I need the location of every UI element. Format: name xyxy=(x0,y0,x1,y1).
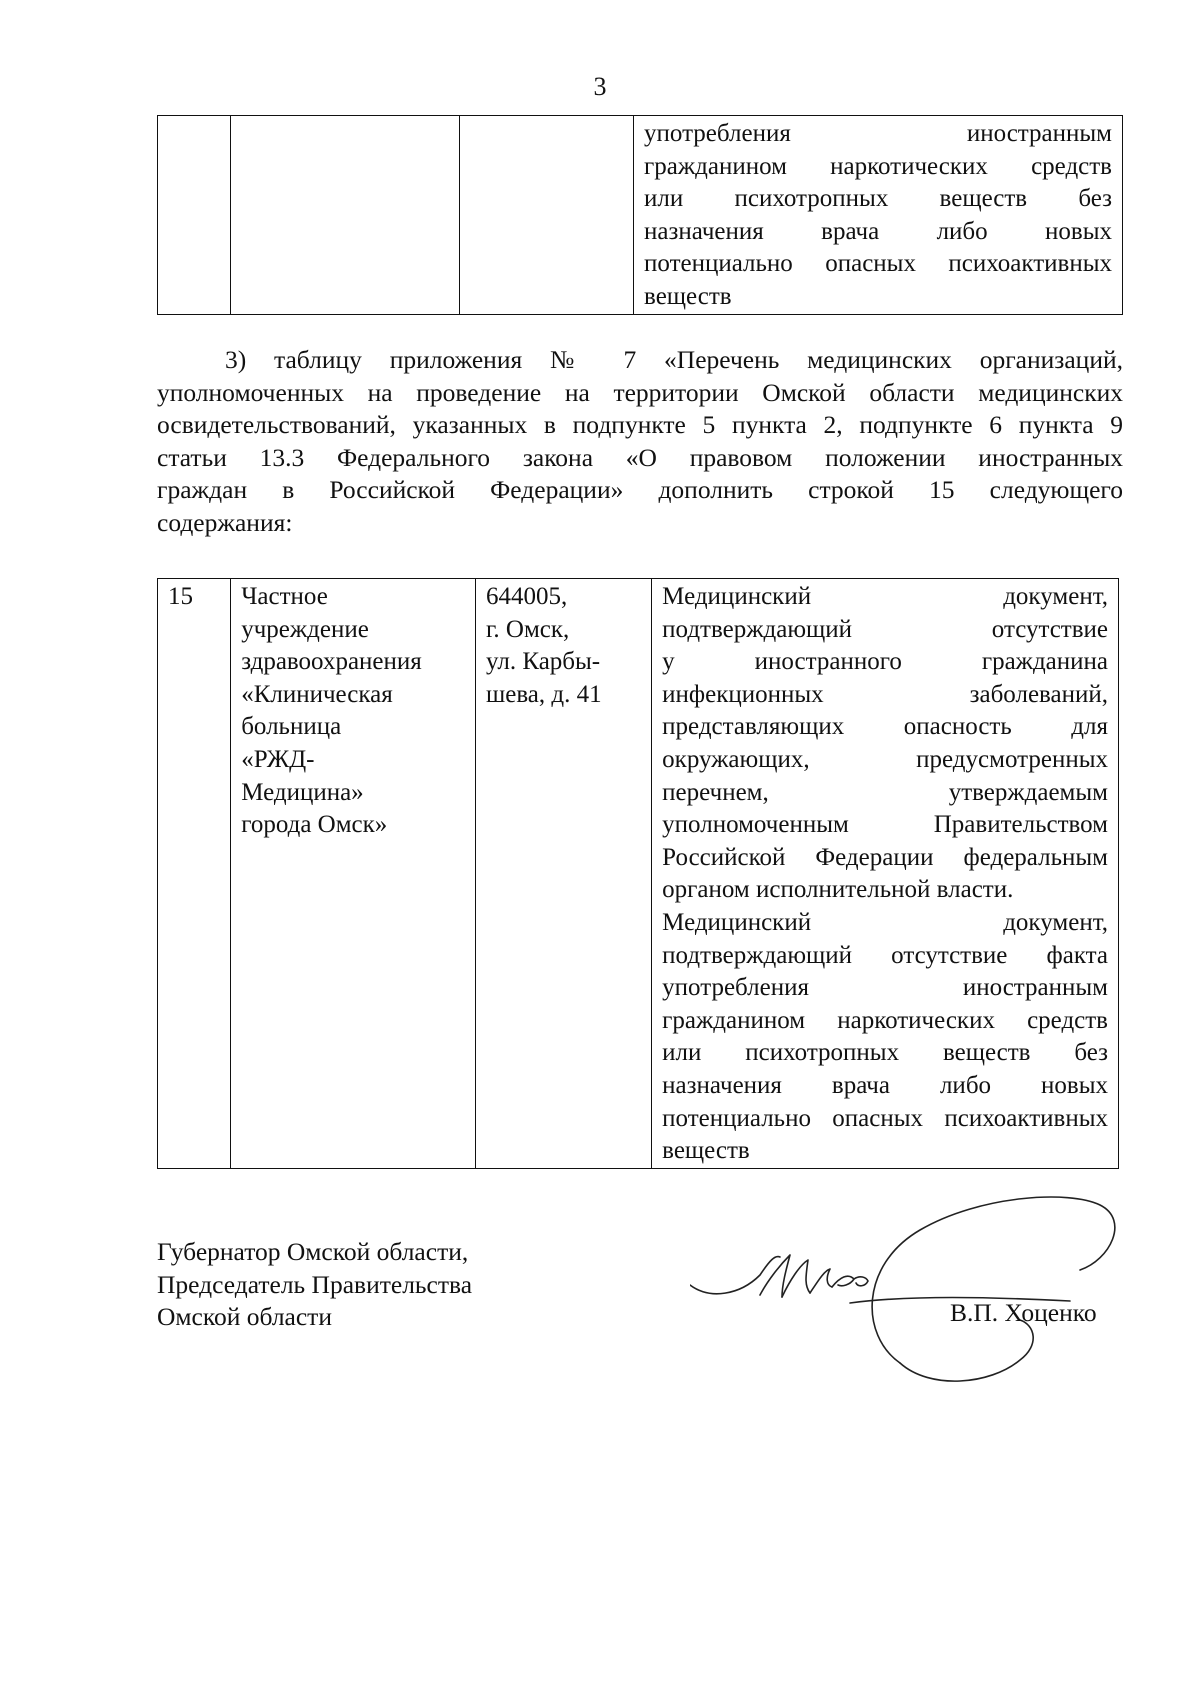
paragraph-line: 3) таблицу приложения № 7 «Перечень медицинских организаций, xyxy=(225,345,1123,374)
text-line: гражданином наркотических средств xyxy=(662,1006,1108,1034)
text-line: Частное xyxy=(241,583,328,610)
text-line: Российской Федерации федеральным xyxy=(662,843,1108,871)
documents-cell xyxy=(652,579,1119,1169)
signer-name: В.П. Хоценко xyxy=(950,1298,1097,1327)
table-cell-documents xyxy=(634,116,1123,315)
text-line: окружающих, предусмотренных xyxy=(662,745,1108,773)
text-line: учреждение xyxy=(241,615,369,643)
position-line: Председатель Правительства xyxy=(157,1269,473,1299)
table-cell-number xyxy=(158,116,231,315)
text-line: потенциально опасных психоактивных xyxy=(644,250,1112,278)
text-line: назначения врача либо новых xyxy=(662,1071,1108,1099)
table-cell-address xyxy=(460,116,634,315)
text-line: веществ xyxy=(644,282,732,310)
text-line: потенциально опасных психоактивных xyxy=(662,1104,1108,1132)
text-line: уполномоченным Правительством xyxy=(662,811,1108,839)
text-line: города Омск» xyxy=(241,811,388,839)
text-line: больница xyxy=(241,713,342,741)
text-line: шева, д. 41 xyxy=(485,680,602,708)
continued-table xyxy=(157,115,1123,315)
table-row xyxy=(158,579,1119,1169)
page-number: 3 xyxy=(593,72,607,101)
table-cell-organization xyxy=(230,116,459,315)
text-line: гражданином наркотических средств xyxy=(644,152,1112,180)
text-line: употребления иностранным xyxy=(662,974,1108,1002)
text-line: веществ xyxy=(662,1137,750,1165)
text-line: или психотропных веществ без xyxy=(644,185,1112,213)
new-row-table xyxy=(157,578,1119,1169)
text-line: подтверждающий отсутствие факта xyxy=(662,941,1108,969)
text-line: здравоохранения xyxy=(241,648,422,676)
text-line: или психотропных веществ без xyxy=(662,1039,1108,1067)
signatory-position xyxy=(157,1236,472,1334)
organization-cell xyxy=(231,579,476,1169)
address-cell xyxy=(475,579,651,1169)
paragraph-line: уполномоченных на проведение на территории Омской области медицинских xyxy=(157,377,1123,407)
position-line: Губернатор Омской области, xyxy=(157,1237,469,1266)
text-line: «РЖД- xyxy=(241,745,315,773)
paragraph-line: освидетельствований, указанных в подпункте 5 пункта 2, подпункте 6 пункта 9 xyxy=(157,410,1123,439)
position-line: Омской области xyxy=(157,1302,332,1331)
text-line: у иностранного гражданина xyxy=(662,648,1108,676)
text-line: перечнем, утверждаемым xyxy=(662,778,1108,806)
handwritten-signature xyxy=(690,1185,1130,1395)
paragraph-line: статьи 13.3 Федерального закона «О правовом положении иностранных xyxy=(157,442,1123,472)
text-line: подтверждающий отсутствие xyxy=(662,615,1108,643)
text-line: 644005, xyxy=(485,583,568,610)
text-line: ул. Карбы- xyxy=(485,648,601,676)
row-number-cell: 15 xyxy=(158,579,231,1169)
text-line: инфекционных заболеваний, xyxy=(662,680,1108,708)
text-line: назначения врача либо новых xyxy=(644,217,1112,245)
paragraph-line: содержания: xyxy=(157,507,293,537)
text-line: органом исполнительной власти. xyxy=(662,876,1014,904)
text-line: «Клиническая xyxy=(241,680,393,708)
text-line: представляющих опасность для xyxy=(662,713,1108,741)
text-line: г. Омск, xyxy=(485,615,570,643)
text-line: Медицинский документ, xyxy=(662,583,1108,610)
text-line: Медицинский документ, xyxy=(662,908,1108,936)
table-row xyxy=(158,116,1123,315)
paragraph-line: граждан в Российской Федерации» дополнить строкой 15 следующего xyxy=(157,475,1123,504)
amendment-paragraph xyxy=(157,344,1123,539)
text-line: употребления иностранным xyxy=(644,120,1112,147)
text-line: Медицина» xyxy=(241,778,364,806)
